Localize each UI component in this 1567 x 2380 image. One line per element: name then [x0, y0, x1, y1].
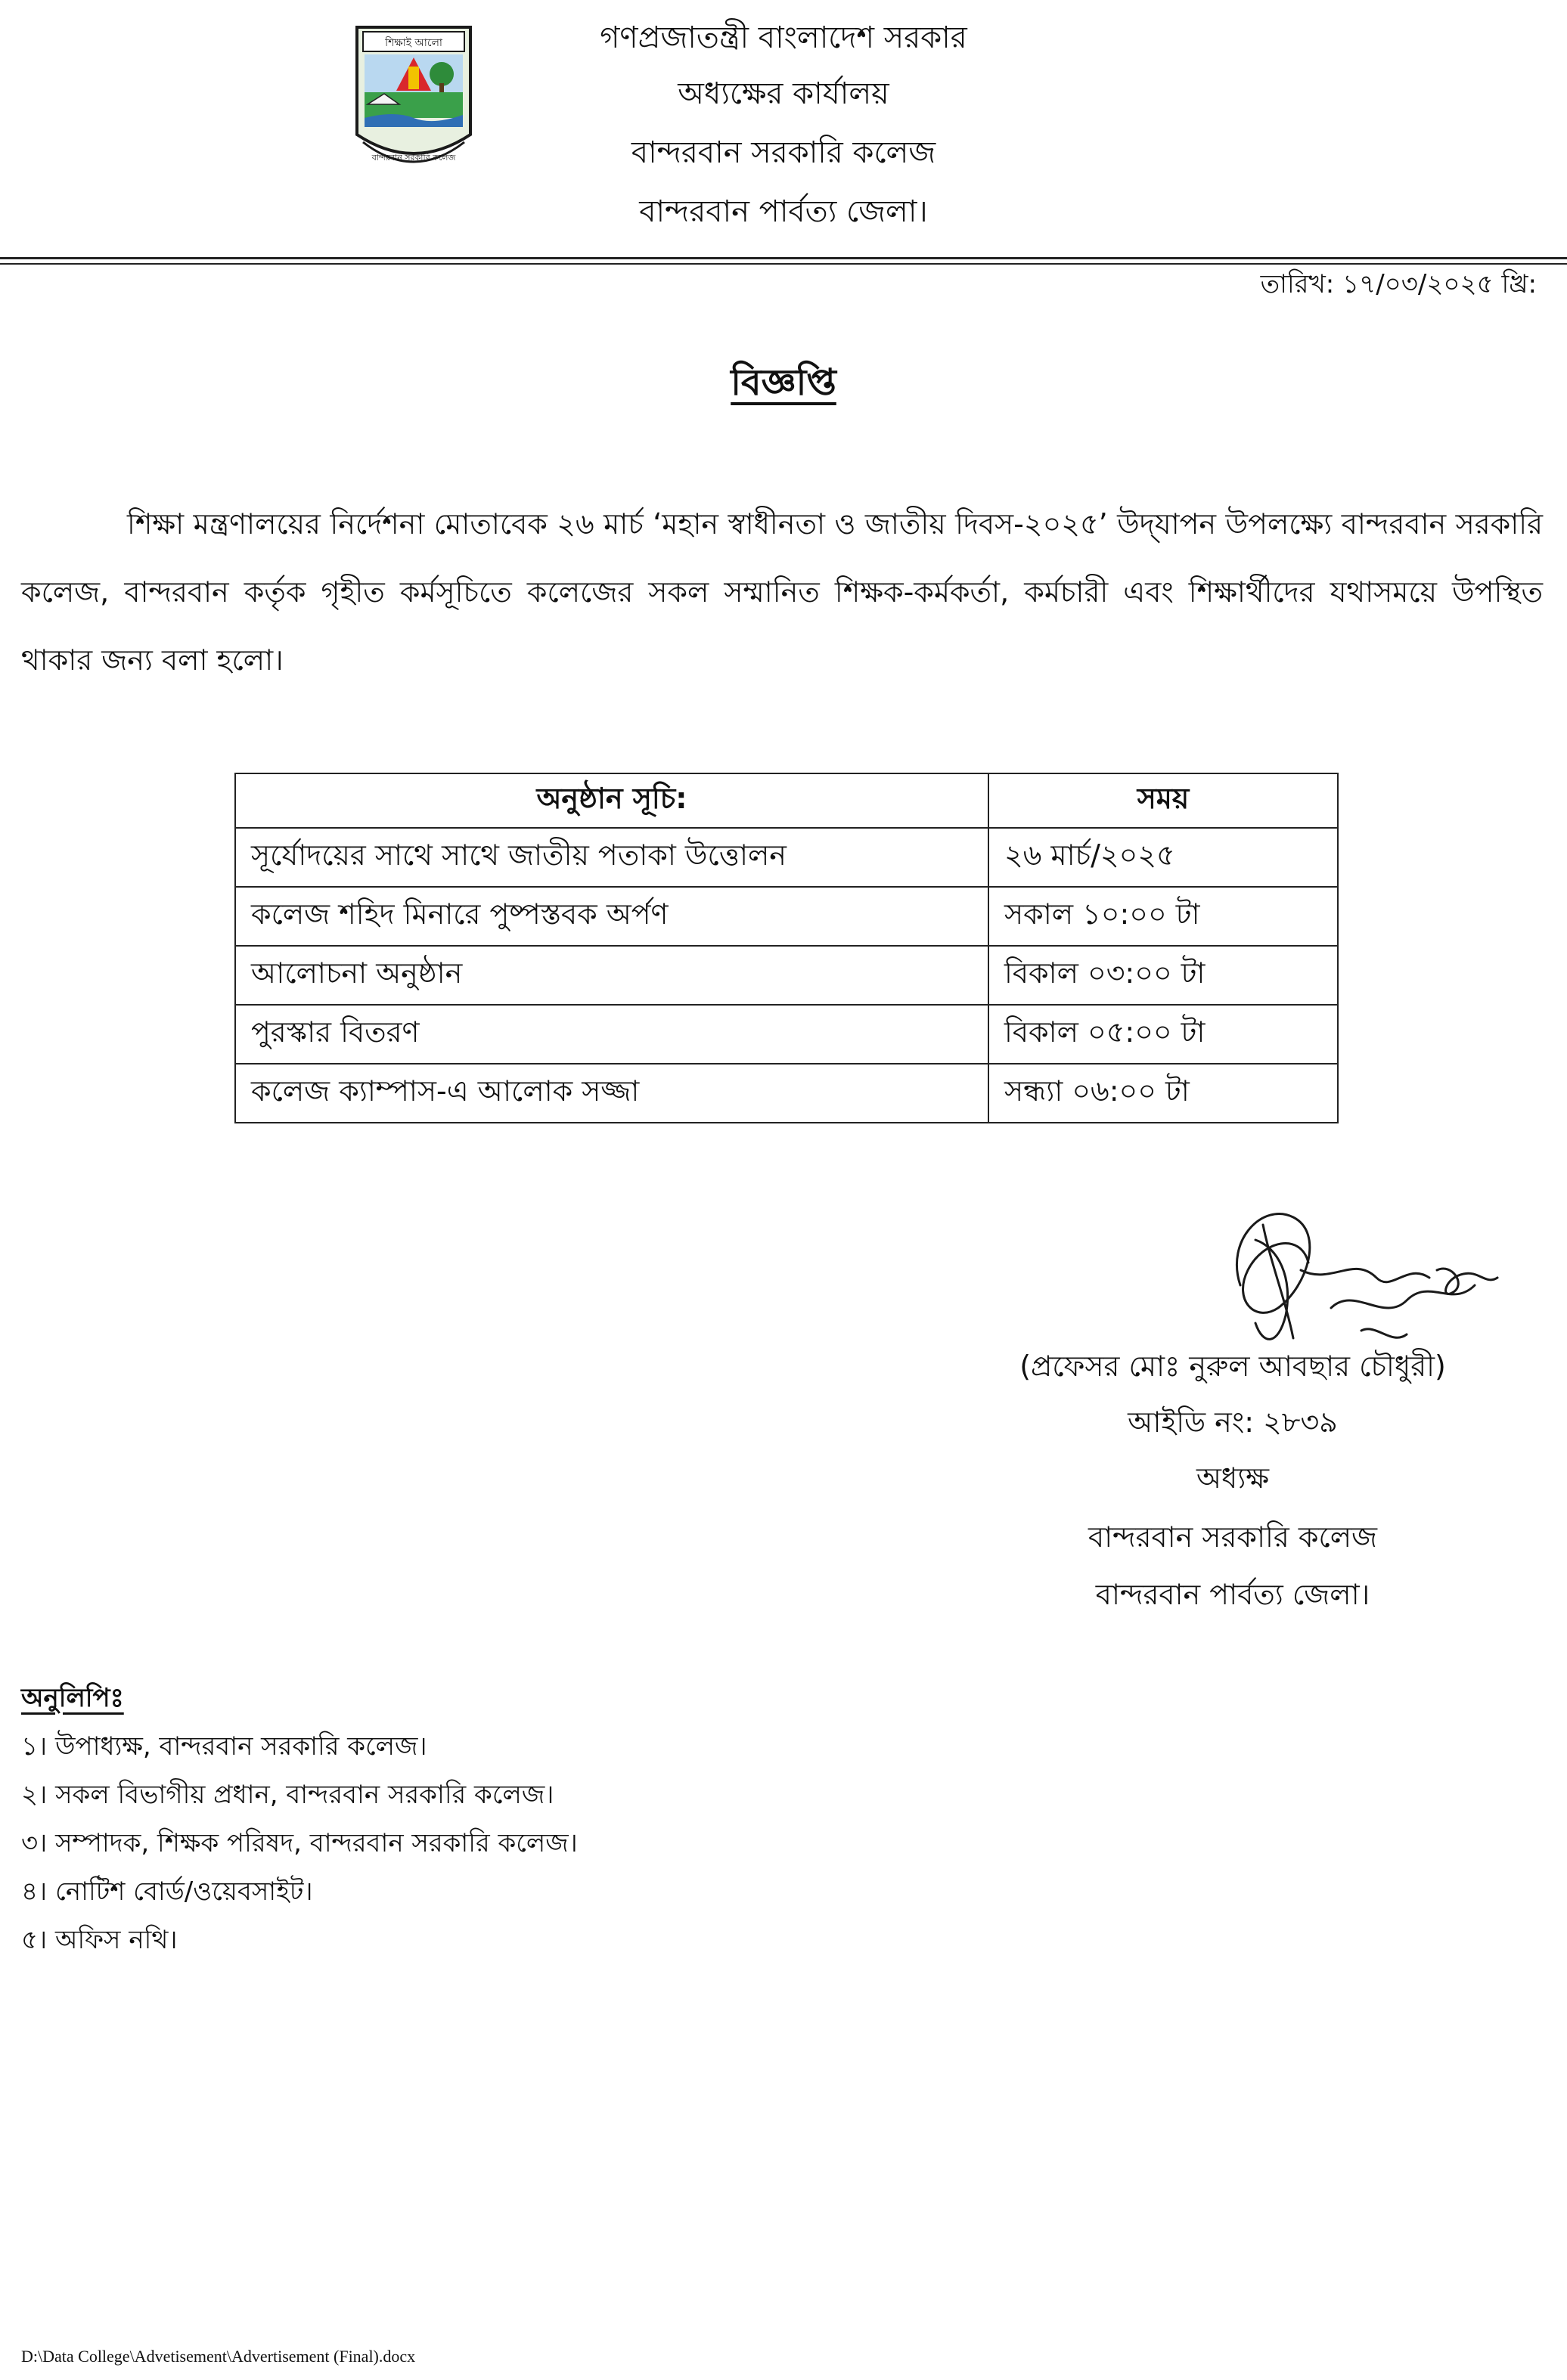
schedule-time: বিকাল ০৫:০০ টা: [988, 1005, 1338, 1064]
table-row: [235, 887, 1338, 946]
schedule-event: সূর্যোদয়ের সাথে সাথে জাতীয় পতাকা উত্তোলন: [235, 828, 988, 887]
schedule-time: বিকাল ০৩:০০ টা: [988, 946, 1338, 1005]
schedule-time: ২৬ মার্চ/২০২৫: [988, 828, 1338, 887]
list-item: ৪। নোটিশ বোর্ড/ওয়েবসাইট।: [21, 1876, 313, 1907]
list-item: ২। সকল বিভাগীয় প্রধান, বান্দরবান সরকারি কলেজ।: [21, 1780, 554, 1810]
list-item: ৫। অফিস নথি।: [21, 1925, 178, 1955]
header-office: অধ্যক্ষের কার্যালয়: [678, 76, 889, 111]
header-government: গণপ্রজাতন্ত্রী বাংলাদেশ সরকার: [600, 20, 967, 55]
list-item: ১। উপাধ্যক্ষ, বান্দরবান সরকারি কলেজ।: [21, 1731, 427, 1762]
signatory-designation: অধ্যক্ষ: [1196, 1461, 1269, 1495]
schedule-event: কলেজ ক্যাম্পাস-এ আলোক সজ্জা: [235, 1064, 988, 1123]
header-district: বান্দরবান পার্বত্য জেলা।: [639, 194, 928, 229]
schedule-time: সকাল ১০:০০ টা: [988, 887, 1338, 946]
schedule-table: [234, 773, 1339, 1123]
notice-body: শিক্ষা মন্ত্রণালয়ের নির্দেশনা মোতাবেক ২৬ মার্চ ‘মহান স্বাধীনতা ও জাতীয় দিবস-২০২৫’ উদ্‌যাপন উপলক্ষ্যে বান্দরবান সরকারি কলেজ, বান্দরবান কর্তৃক গৃহীত কর্মসূচিতে কলেজের সকল সম্মানিত শিক্ষক-কর্মকর্তা, কর্মচারী এবং শিক্ষার্থীদের যথাসময়ে উপস্থিত থাকার জন্য বলা হলো।: [21, 507, 1543, 677]
schedule-header-row: [235, 773, 1338, 828]
logo-bottom-text: বান্দরবান সরকারি কলেজ: [371, 153, 456, 163]
table-row: [235, 946, 1338, 1005]
copies-heading: অনুলিপিঃ: [21, 1683, 124, 1713]
notice-title-text: বিজ্ঞপ্তি: [731, 361, 836, 404]
schedule-event: পুরস্কার বিতরণ: [235, 1005, 988, 1064]
schedule-header-time: সময়: [988, 773, 1338, 828]
notice-title: [0, 355, 1567, 415]
signatory-college: বান্দরবান সরকারি কলেজ: [1088, 1520, 1378, 1554]
schedule-event: আলোচনা অনুষ্ঠান: [235, 946, 988, 1005]
signatory-district: বান্দরবান পার্বত্য জেলা।: [1095, 1578, 1370, 1611]
logo-top-text: শিক্ষাই আলো: [385, 37, 442, 49]
header-college: বান্দরবান সরকারি কলেজ: [631, 135, 936, 170]
schedule-event: কলেজ শহিদ মিনারে পুষ্পস্তবক অর্পণ: [235, 887, 988, 946]
table-row: [235, 1064, 1338, 1123]
file-path-footer: D:\Data College\Advetisement\Advertisement (Final).docx: [21, 2347, 416, 2366]
schedule-time: সন্ধ্যা ০৬:০০ টা: [988, 1064, 1338, 1123]
notice-date: তারিখ: ১৭/০৩/২০২৫ খ্রি:: [1260, 269, 1537, 299]
table-row: [235, 828, 1338, 887]
signatory-id: আইডি নং: ২৮৩৯: [1128, 1405, 1338, 1439]
schedule-header-event: অনুষ্ঠান সূচি:: [235, 773, 988, 828]
copies-section: [21, 1674, 578, 1964]
list-item: ৩। সম্পাদক, শিক্ষক পরিষদ, বান্দরবান সরকারি কলেজ।: [21, 1828, 578, 1858]
header-divider: [0, 257, 1567, 259]
signatory-name: (প্রফেসর মোঃ নুরুল আবছার চৌধুরী): [1019, 1350, 1446, 1383]
table-row: [235, 1005, 1338, 1064]
